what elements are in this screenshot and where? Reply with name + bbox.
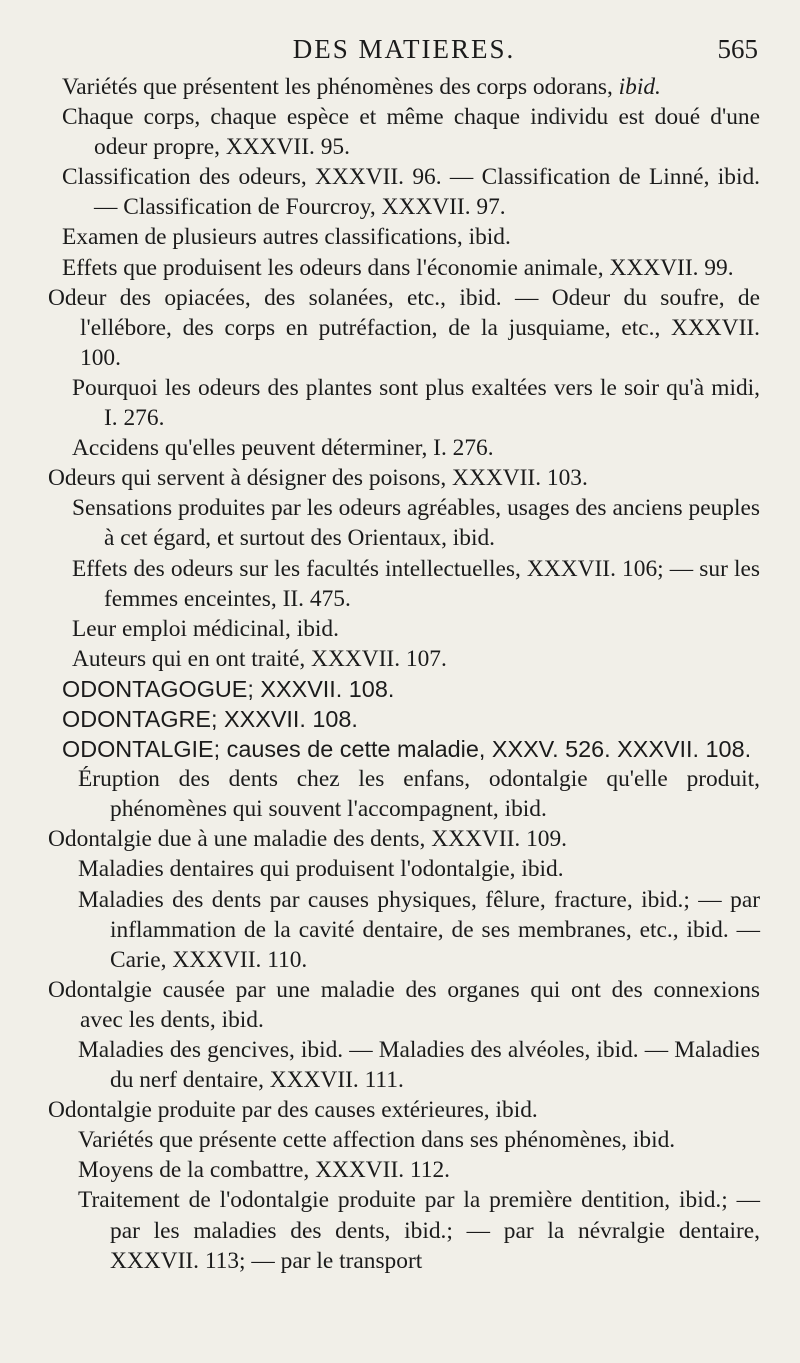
index-entry: Odontalgie due à une maladie des dents, XXXVII. 109. <box>48 826 568 853</box>
index-entry: Leur emploi médicinal, ibid. <box>72 615 339 642</box>
index-entry: Examen de plusieurs autres classifications, ibid. <box>62 224 511 251</box>
running-head: DES MATIERES. <box>292 34 516 64</box>
index-entry: Chaque corps, chaque espèce et même chaque individu est doué d'une odeur propre, XXXVII. 95. <box>62 104 760 161</box>
index-entry: Auteurs qui en ont traité, XXXVII. 107. <box>72 645 447 672</box>
index-headword-entry: ODONTALGIE; causes de cette maladie, XXXV. 526. XXXVII. 108. <box>62 736 752 763</box>
index-entry: Variétés que présentent les phénomènes des corps odorans, ibid. <box>62 74 661 100</box>
index-headword-entry: ODONTAGOGUE; XXXVII. 108. <box>62 675 395 702</box>
page-header <box>48 30 760 72</box>
index-entry: Maladies des gencives, ibid. — Maladies des alvéoles, ibid. — Maladies du nerf dentaire, XXXVII. 111. <box>78 1037 760 1094</box>
index-entry: Odeurs qui servent à désigner des poisons, XXXVII. 103. <box>48 465 588 492</box>
index-entry: Pourquoi les odeurs des plantes sont plus exaltées vers le soir qu'à midi, I. 276. <box>72 374 760 432</box>
index-entry: Odontalgie causée par une maladie des organes qui ont des connexions avec les dents, ibid. <box>48 976 760 1033</box>
page-number: 565 <box>717 34 758 64</box>
index-entry: Éruption des dents chez les enfans, odontalgie qu'elle produit, phénomènes qui souvent l'accompagnent, ibid. <box>78 766 760 823</box>
index-entry: Effets que produisent les odeurs dans l'économie animale, XXXVII. 99. <box>62 254 734 281</box>
index-entry: Odeur des opiacées, des solanées, etc., ibid. — Odeur du soufre, de l'ellébore, des corps en putréfaction, de la jusquiame, etc., XXXVII. 100. <box>48 284 760 371</box>
index-entries <box>48 72 760 1276</box>
index-entry: Maladies des dents par causes physiques, fêlure, fracture, ibid.; — par inflammation de la cavité dentaire, de ses membranes, etc., ibid. — Carie, XXXVII. 110. <box>78 886 760 973</box>
index-headword-entry: ODONTAGRE; XXXVII. 108. <box>62 705 358 732</box>
index-entry: Classification des odeurs, XXXVII. 96. — Classification de Linné, ibid. — Classification de Fourcroy, XXXVII. 97. <box>62 164 760 221</box>
index-entry: Traitement de l'odontalgie produite par la première dentition, ibid.; — par les maladies des dents, ibid.; — par la névralgie dentaire, XXXVII. 113; — par le transport <box>78 1187 760 1274</box>
index-entry: Sensations produites par les odeurs agréables, usages des anciens peuples à cet égard, et surtout des Orientaux, ibid. <box>72 495 760 552</box>
index-entry: Accidens qu'elles peuvent déterminer, I. 276. <box>72 435 494 462</box>
index-entry: Odontalgie produite par des causes extérieures, ibid. <box>48 1097 538 1124</box>
index-entry: Effets des odeurs sur les facultés intellectuelles, XXXVII. 106; — sur les femmes enceintes, II. 475. <box>72 555 760 612</box>
index-entry: Maladies dentaires qui produisent l'odontalgie, ibid. <box>78 856 564 883</box>
index-entry: Variétés que présente cette affection dans ses phénomènes, ibid. <box>78 1127 676 1154</box>
index-entry: Moyens de la combattre, XXXVII. 112. <box>78 1157 450 1184</box>
